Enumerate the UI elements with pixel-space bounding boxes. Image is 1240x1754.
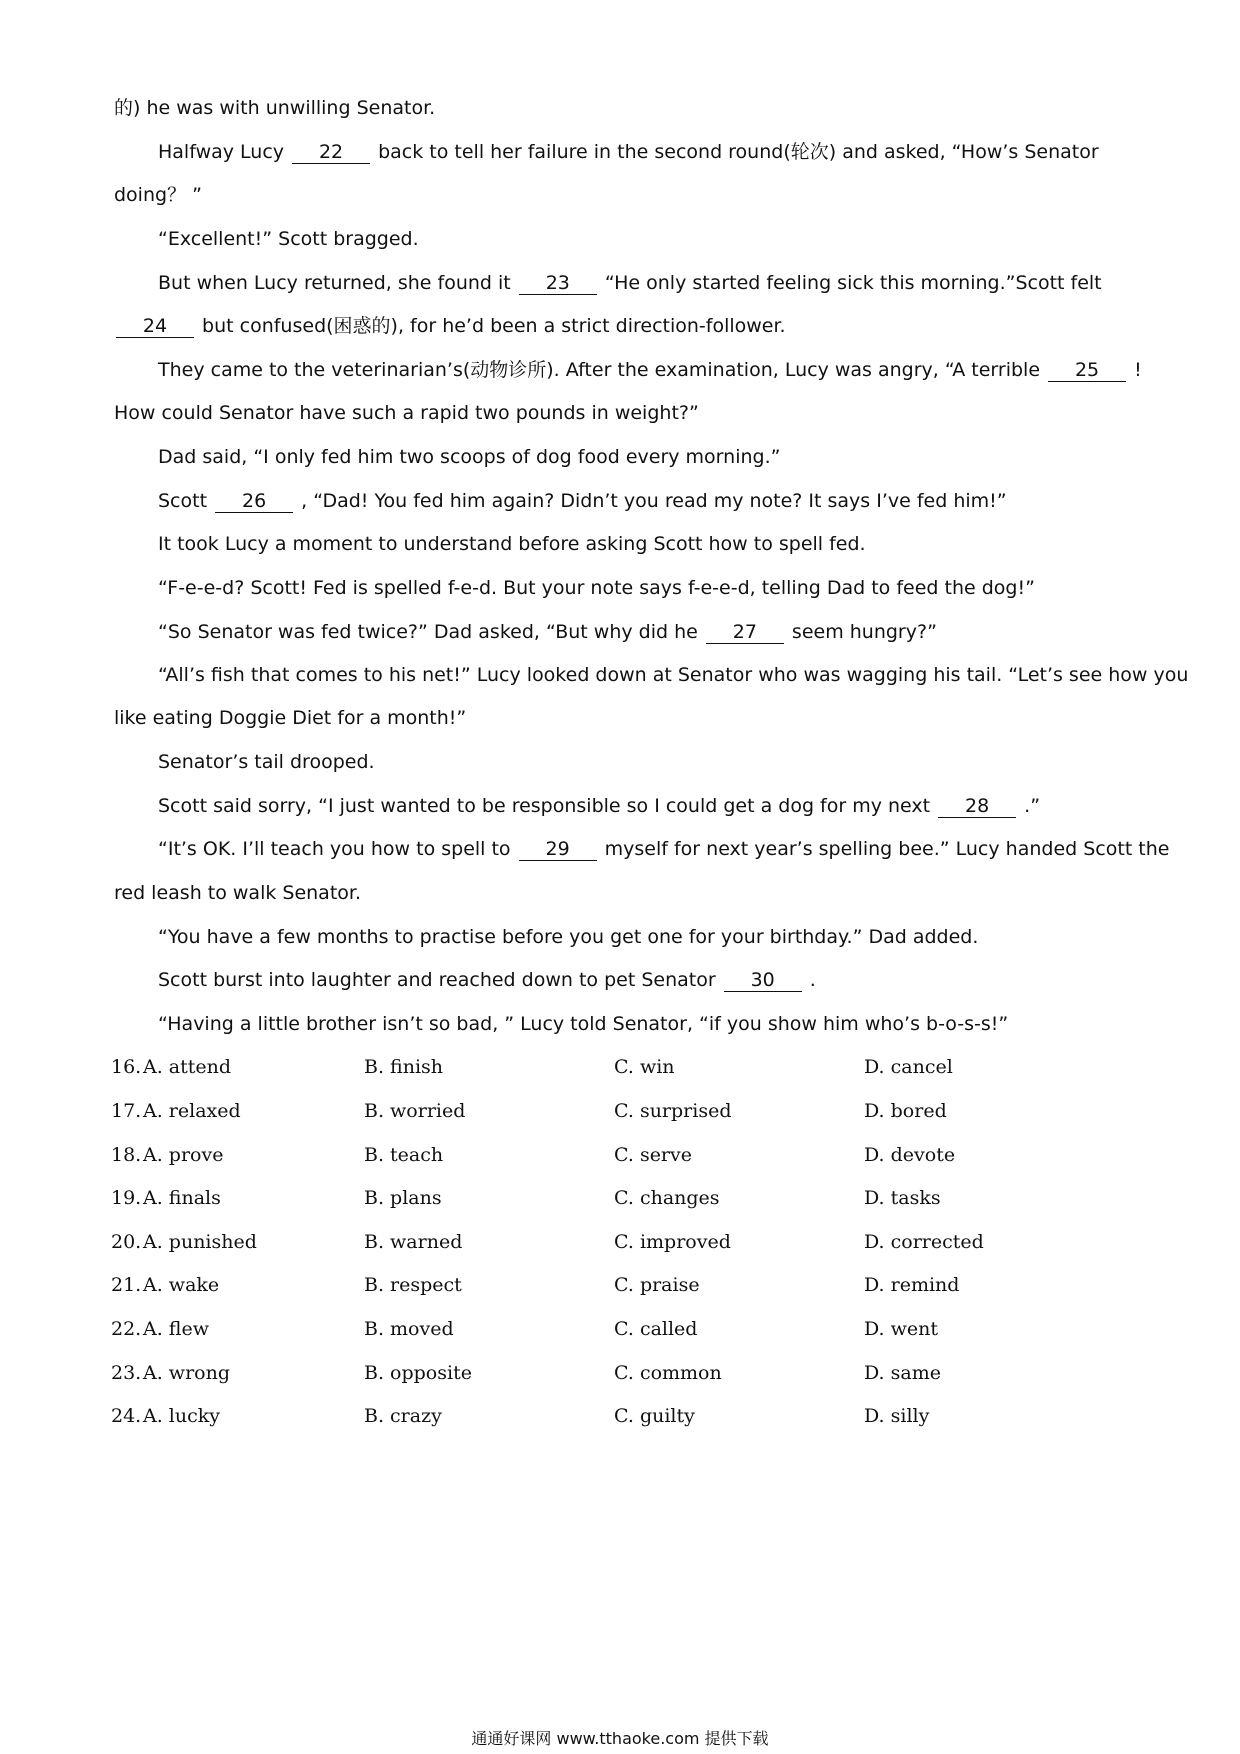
question-number: 23. [111, 1362, 142, 1384]
passage-text: It took Lucy a moment to understand before asking Scott how to spell fed. [158, 533, 866, 555]
passage-text: They came to the veterinarian’s(动物诊所). After the examination, Lucy was angry, “A terrible [158, 359, 1047, 381]
passage-line [158, 749, 375, 775]
question-option: B. worried [364, 1100, 466, 1122]
passage-line [158, 924, 978, 950]
passage-line [158, 226, 419, 252]
question-option: B. moved [364, 1318, 454, 1340]
question-option: D. remind [864, 1274, 960, 1296]
answer-blank: 24 [116, 315, 194, 338]
passage-line [158, 662, 1188, 688]
answer-blank: 23 [519, 272, 597, 295]
passage-text: Scott said sorry, “I just wanted to be responsible so I could get a dog for my next [158, 795, 937, 817]
question-option: B. respect [364, 1274, 462, 1296]
question-option: D. went [864, 1318, 939, 1340]
passage-line [114, 182, 202, 208]
passage-line [114, 313, 786, 339]
passage-text: “He only started feeling sick this morning.”Scott felt [598, 272, 1102, 294]
question-option: C. improved [614, 1231, 731, 1253]
question-number: 21. [111, 1274, 142, 1296]
question-option: A. flew [143, 1318, 209, 1340]
question-option: A. relaxed [143, 1100, 241, 1122]
passage-text: but confused(困惑的), for he’d been a strict direction-follower. [196, 315, 786, 337]
question-option: C. common [614, 1362, 722, 1384]
passage-text: “F-e-e-d? Scott! Fed is spelled f-e-d. But your note says f-e-e-d, telling Dad to feed the dog!” [158, 577, 1035, 599]
passage-text: “Excellent!” Scott bragged. [158, 228, 419, 250]
page-footer: 通通好课网 www.tthaoke.com 提供下载 [471, 1729, 769, 1748]
passage-text: red leash to walk Senator. [114, 882, 362, 904]
passage-text: “Having a little brother isn’t so bad, ” Lucy told Senator, “if you show him who’s b-o-s-s!” [158, 1013, 1009, 1035]
passage-line [158, 357, 1142, 383]
passage-text: seem hungry?” [785, 621, 937, 643]
question-option: D. silly [864, 1405, 930, 1427]
question-option: D. corrected [864, 1231, 984, 1253]
passage-line [114, 95, 435, 121]
question-option: A. punished [143, 1231, 257, 1253]
question-number: 18. [111, 1144, 142, 1166]
question-option: D. bored [864, 1100, 947, 1122]
answer-blank: 29 [519, 838, 597, 861]
question-number: 16. [111, 1056, 142, 1078]
question-option: A. wrong [143, 1362, 230, 1384]
question-option: D. tasks [864, 1187, 941, 1209]
question-option: A. wake [143, 1274, 220, 1296]
passage-text: Scott [158, 490, 214, 512]
passage-text: Dad said, “I only fed him two scoops of dog food every morning.” [158, 446, 781, 468]
passage-text: 的) he was with unwilling Senator. [114, 97, 436, 119]
question-option: C. win [614, 1056, 675, 1078]
passage-text: , “Dad! You fed him again? Didn’t you read my note? It says I’ve fed him!” [295, 490, 1007, 512]
answer-blank: 28 [938, 795, 1016, 818]
answer-blank: 22 [292, 141, 370, 164]
question-option: C. changes [614, 1187, 720, 1209]
answer-blank: 26 [215, 490, 293, 513]
passage-text: back to tell her failure in the second round(轮次) and asked, “How’s Senator [372, 141, 1099, 163]
answer-blank: 27 [706, 621, 784, 644]
question-option: B. crazy [364, 1405, 442, 1427]
passage-line [158, 444, 780, 470]
passage-line [158, 531, 866, 557]
passage-text: ! [1128, 359, 1142, 381]
question-number: 19. [111, 1187, 142, 1209]
question-option: A. finals [143, 1187, 221, 1209]
question-option: D. same [864, 1362, 941, 1384]
passage-line [158, 488, 1007, 514]
passage-text: like eating Doggie Diet for a month!” [114, 707, 467, 729]
passage-line [158, 270, 1102, 296]
question-option: D. cancel [864, 1056, 953, 1078]
question-option: B. teach [364, 1144, 444, 1166]
passage-text: But when Lucy returned, she found it [158, 272, 517, 294]
passage-line [158, 1011, 1008, 1037]
passage-text: Senator’s tail drooped. [158, 751, 375, 773]
answer-blank: 30 [724, 969, 802, 992]
question-option: C. praise [614, 1274, 700, 1296]
question-number: 20. [111, 1231, 142, 1253]
passage-line [158, 836, 1169, 862]
question-option: A. attend [143, 1056, 232, 1078]
question-option: A. lucky [143, 1405, 221, 1427]
passage-line [114, 705, 466, 731]
question-option: B. plans [364, 1187, 442, 1209]
passage-text: “You have a few months to practise before you get one for your birthday.” Dad added. [158, 926, 979, 948]
answer-blank: 25 [1048, 359, 1126, 382]
passage-text: “All’s fish that comes to his net!” Lucy looked down at Senator who was wagging his tail. “Let’s see how you [158, 664, 1189, 686]
question-number: 22. [111, 1318, 142, 1340]
passage-line [158, 575, 1035, 601]
passage-line [114, 400, 699, 426]
passage-text: .” [1018, 795, 1041, 817]
question-option: B. finish [364, 1056, 444, 1078]
question-number: 17. [111, 1100, 142, 1122]
passage-line [158, 967, 816, 993]
question-option: C. serve [614, 1144, 692, 1166]
passage-line [158, 139, 1099, 165]
passage-text: Halfway Lucy [158, 141, 291, 163]
question-option: C. surprised [614, 1100, 732, 1122]
passage-text: How could Senator have such a rapid two pounds in weight?” [114, 402, 699, 424]
passage-line [158, 619, 937, 645]
question-option: A. prove [143, 1144, 224, 1166]
passage-text: . [803, 969, 816, 991]
question-option: B. opposite [364, 1362, 472, 1384]
question-number: 24. [111, 1405, 142, 1427]
passage-text: doing？ ” [114, 184, 202, 206]
question-option: D. devote [864, 1144, 956, 1166]
passage-line [114, 880, 361, 906]
question-option: B. warned [364, 1231, 463, 1253]
question-option: C. guilty [614, 1405, 695, 1427]
passage-text: “It’s OK. I’ll teach you how to spell to [158, 838, 517, 860]
passage-text: “So Senator was fed twice?” Dad asked, “But why did he [158, 621, 704, 643]
passage-line [158, 793, 1040, 819]
passage-text: Scott burst into laughter and reached down to pet Senator [158, 969, 722, 991]
question-option: C. called [614, 1318, 698, 1340]
passage-text: myself for next year’s spelling bee.” Lucy handed Scott the [598, 838, 1170, 860]
